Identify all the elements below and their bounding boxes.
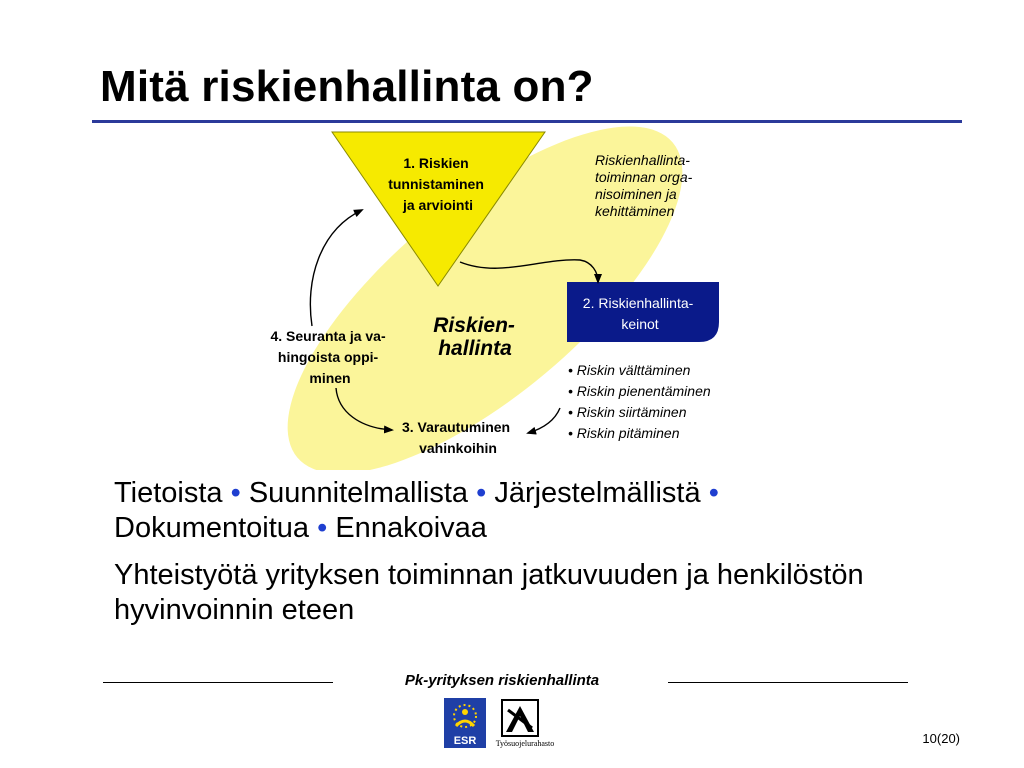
svg-text:Työsuojelurahasto: Työsuojelurahasto <box>495 739 555 748</box>
esr-logo <box>444 698 486 748</box>
bullet-text <box>114 476 974 640</box>
means-list: • Riskin välttäminen • Riskin pienentäminen • Riskin siirtäminen • Riskin pitäminen <box>568 362 711 441</box>
arrow-means-to-step3 <box>528 408 560 433</box>
step3-label: 3. Varautuminen vahinkoihin <box>401 419 511 456</box>
step2-box <box>567 282 719 342</box>
svg-text:ESR: ESR <box>453 735 477 747</box>
step2-label: 2. Riskienhallinta- keinot <box>582 295 694 332</box>
center-label: Riskien- hallinta <box>433 314 515 360</box>
step4-label: 4. Seuranta ja va- hingoista oppi- minen <box>270 328 386 386</box>
slide-title: Mitä riskienhallinta on? <box>100 62 594 111</box>
organisation-note: Riskienhallinta- toiminnan orga- nisoiminen ja kehittäminen <box>595 152 693 219</box>
page-number: 10(20) <box>922 731 960 746</box>
step1-label: 1. Riskien tunnistaminen ja arviointi <box>388 155 484 213</box>
footer-title: Pk-yrityksen riskienhallinta <box>404 672 600 689</box>
qualities-line: Tietoista • Suunnitelmallista • Järjestelmällistä • Dokumentoitua • Ennakoivaa <box>114 477 719 544</box>
footer-rule-right <box>668 682 908 683</box>
tyosuojelurahasto-logo <box>490 698 560 750</box>
cooperation-paragraph: Yhteistyötä yrityksen toiminnan jatkuvuuden ja henkilöstön hyvinvoinnin eteen <box>114 559 864 626</box>
footer-rule-left <box>103 682 333 683</box>
